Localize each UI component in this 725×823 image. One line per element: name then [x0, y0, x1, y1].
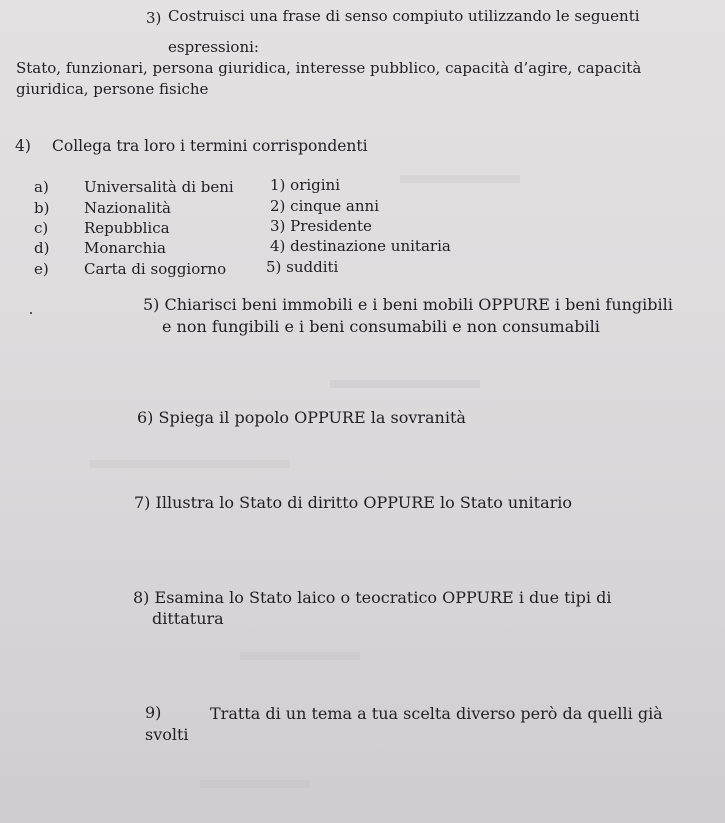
stray-mark	[30, 312, 32, 314]
q9-number: 9)	[145, 703, 162, 722]
show-through-mark	[240, 652, 360, 660]
q4-right-term-1: 1) origini	[270, 176, 341, 194]
q4-right-term-3: 3) Presidente	[270, 217, 372, 235]
q4-left-letter-d: d)	[34, 239, 50, 257]
q3-expressions-line2: giuridica, persone fisiche	[16, 80, 209, 98]
q3-prompt-line1: Costruisci una frase di senso compiuto utilizzando le seguenti	[168, 7, 640, 25]
q4-left-letter-c: c)	[34, 219, 49, 237]
q4-left-letter-e: e)	[34, 260, 49, 278]
q4-left-term-b: Nazionalità	[84, 199, 171, 217]
q4-right-term-2: 2) cinque anni	[270, 197, 379, 215]
q8-prompt-line1: 8) Esamina lo Stato laico o teocratico OPPURE i due tipi di	[133, 588, 612, 607]
q4-title: Collega tra loro i termini corrispondenti	[52, 137, 368, 155]
q3-prompt-line2: espressioni:	[168, 38, 259, 56]
q4-left-term-a: Universalità di beni	[84, 178, 234, 196]
q4-left-term-c: Repubblica	[84, 219, 170, 237]
q3-number: 3)	[146, 9, 162, 27]
q6-prompt: 6) Spiega il popolo OPPURE la sovranità	[137, 408, 466, 427]
q4-left-term-d: Monarchia	[84, 239, 166, 257]
show-through-mark	[330, 380, 480, 388]
show-through-mark	[200, 780, 310, 788]
q4-left-term-e: Carta di soggiorno	[84, 260, 227, 278]
q9-prompt-line1: Tratta di un tema a tua scelta diverso però da quelli già	[210, 704, 663, 723]
q7-prompt: 7) Illustra lo Stato di diritto OPPURE lo Stato unitario	[134, 493, 573, 512]
q9-prompt-line2: svolti	[145, 725, 189, 744]
q4-left-letter-a: a)	[34, 178, 49, 196]
q4-right-term-5: 5) sudditi	[266, 258, 339, 276]
q4-number: 4)	[15, 137, 31, 155]
q4-right-term-4: 4) destinazione unitaria	[270, 237, 451, 255]
show-through-mark	[90, 460, 290, 468]
q3-expressions-line1: Stato, funzionari, persona giuridica, interesse pubblico, capacità d’agire, capacità	[16, 59, 642, 77]
show-through-mark	[400, 175, 520, 183]
q5-prompt-line2: e non fungibili e i beni consumabili e non consumabili	[162, 317, 600, 336]
q5-prompt-line1: 5) Chiarisci beni immobili e i beni mobili OPPURE i beni fungibili	[143, 295, 673, 314]
q8-prompt-line2: dittatura	[152, 609, 224, 628]
q4-left-letter-b: b)	[34, 199, 50, 217]
